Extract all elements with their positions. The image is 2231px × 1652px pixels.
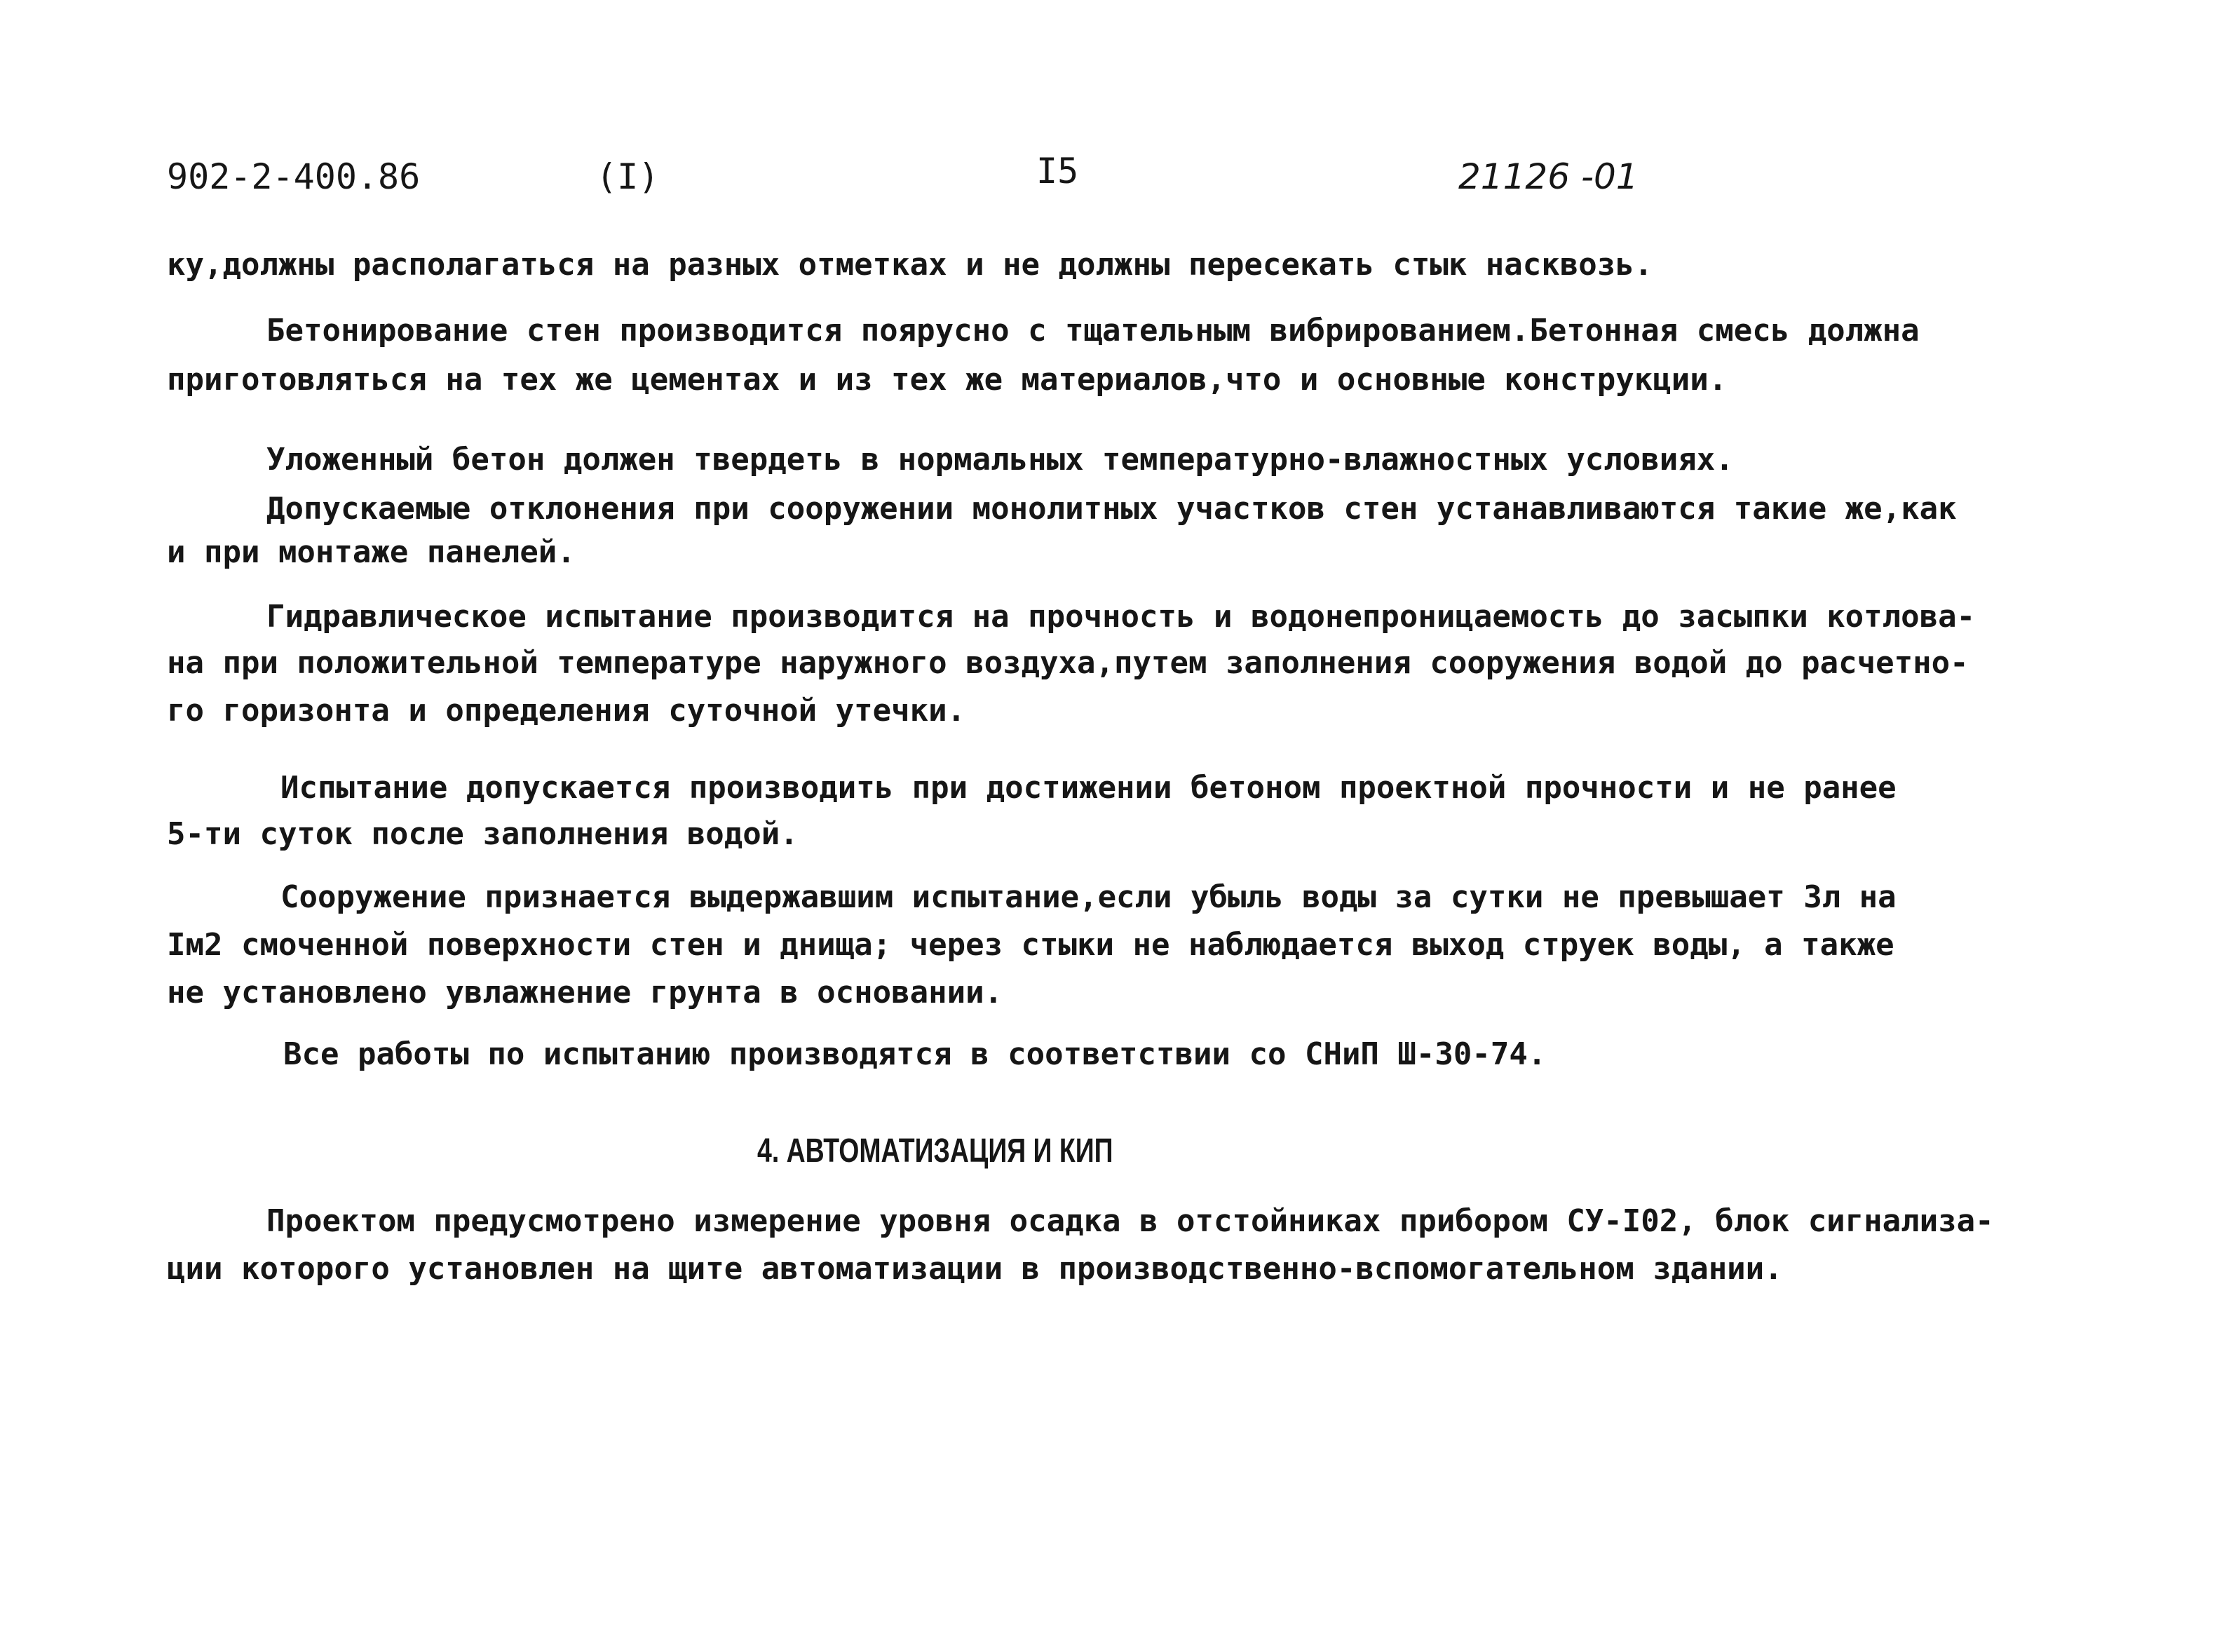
paragraph-line: приготовляться на тех же цементах и из тех же материалов,что и основные конструкции.: [167, 362, 1728, 398]
paragraph-line: Бетонирование стен производится поярусно с тщательным вибрированием.Бетонная смесь должна: [266, 313, 1920, 348]
paragraph-line: Уложенный бетон должен твердеть в нормальных температурно-влажностных условиях.: [266, 442, 1734, 478]
album-code: 21126 -01: [1458, 156, 1639, 197]
paragraph-line: Сооружение признается выдержавшим испытание,если убыль воды за сутки не превышает 3л на: [280, 879, 1897, 915]
paragraph-line: Гидравлическое испытание производится на прочность и водонепроницаемость до засыпки котлова-: [266, 599, 1976, 635]
paragraph-line: го горизонта и определения суточной утечки.: [167, 693, 966, 729]
paragraph-line: Допускаемые отклонения при сооружении монолитных участков стен устанавливаются такие же,как: [266, 491, 1957, 527]
paragraph-line: на при положительной температуре наружного воздуха,путем заполнения сооружения водой до расчетно-: [167, 645, 1969, 681]
document-number: 902-2-400.86: [167, 156, 421, 197]
section-heading: 4. АВТОМАТИЗАЦИЯ И КИП: [757, 1132, 1113, 1170]
paragraph-line: 5-ти суток после заполнения водой.: [167, 816, 799, 852]
part-number: (I): [596, 156, 660, 197]
paragraph-line: и при монтаже панелей.: [167, 534, 576, 570]
paragraph-line: Проектом предусмотрено измерение уровня осадка в отстойниках прибором СУ-I02, блок сигнализа-: [266, 1203, 1994, 1239]
paragraph-line: Испытание допускается производить при достижении бетоном проектной прочности и не ранее: [280, 770, 1897, 806]
page-number: I5: [1036, 151, 1079, 191]
paragraph-line: Iм2 смоченной поверхности стен и днища; через стыки не наблюдается выход струек воды, а также: [167, 927, 1894, 963]
paragraph-line: Все работы по испытанию производятся в соответствии со СНиП Ш-30-74.: [283, 1036, 1547, 1072]
paragraph-line: не установлено увлажнение грунта в основании.: [167, 975, 1003, 1010]
paragraph-line: ции которого установлен на щите автоматизации в производственно-вспомогательном здании.: [167, 1251, 1783, 1287]
paragraph-line: ку,должны располагаться на разных отметках и не должны пересекать стык насквозь.: [167, 247, 1653, 283]
